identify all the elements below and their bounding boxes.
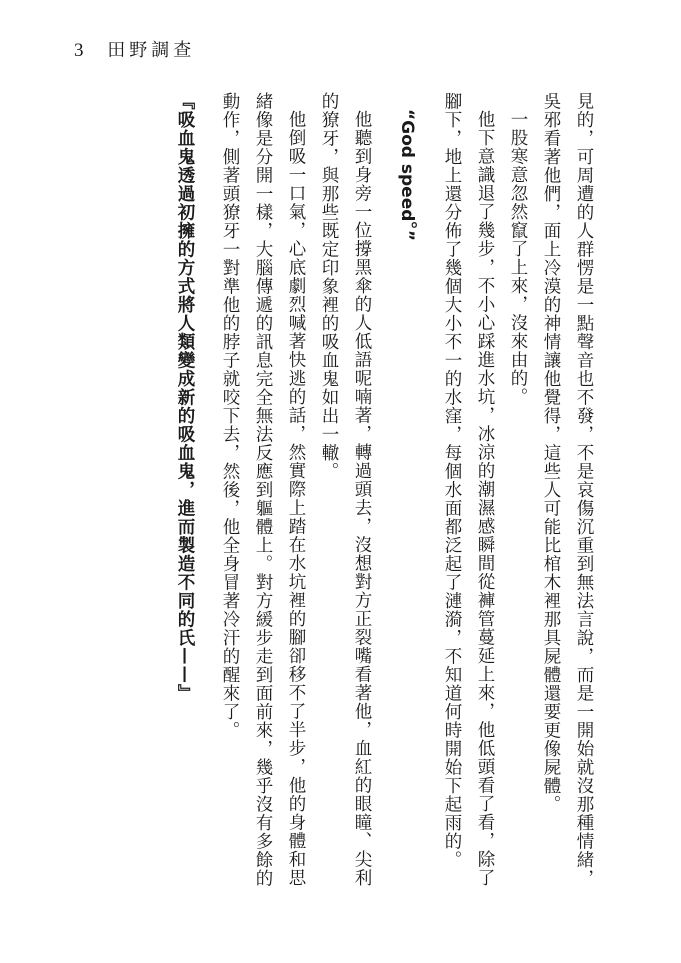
- paragraph: 見的，可周遭的人群愣是一點聲音也不發，不是哀傷沉重到無法言說，而是一開始就沒那種情緒，吳邪看著他們，面上冷漠的神情讓他覺得，這些人可能比棺木裡那具屍體還要更像屍體。: [541, 92, 594, 888]
- spacer: [423, 92, 435, 892]
- page-header: [74, 36, 195, 62]
- god-speed-line: “God speed。”: [397, 109, 417, 242]
- paragraph: 他倒吸一口氣，心底劇烈喊著快逃的話，然實際上踏在水坑裡的腳卻移不了半步，他的身體和思緒像是分開一樣，大腦傳遞的訊息完全無法反應到軀體上。對方緩步走到面前來，幾乎沒有多餘的動作，側著頭獠牙一對準他的脖子就咬下去，然後，他全身冒著冷汗的醒來了。: [220, 92, 306, 888]
- paragraph: 一股寒意忽然竄了上來，沒來由的。: [508, 109, 528, 406]
- spacer: [201, 92, 213, 892]
- bold-quote: 『吸血鬼透過初擁的方式將人類變成新的吸血鬼，進而製造不同的氏——』: [175, 92, 195, 703]
- page-body: [108, 92, 600, 892]
- section-title: 田野調查: [107, 40, 196, 61]
- paragraph: 他聽到身旁一位撐黑傘的人低語呢喃著，轉過頭去，沒想對方正裂嘴看著他，血紅的眼瞳、尖利的獠牙，與那些既定印象裡的吸血鬼如出一轍。: [319, 92, 372, 887]
- page-number: 3: [74, 40, 84, 61]
- spacer: [378, 92, 390, 892]
- paragraph: 他下意識退了幾步，不小心踩進水坑，冰涼的潮濕感瞬間從褲管蔓延上來，他低頭看了看，除了腳下，地上還分佈了幾個大小不一的水窪，每個水面都泛起了漣漪，不知道何時開始下起雨的。: [442, 92, 495, 887]
